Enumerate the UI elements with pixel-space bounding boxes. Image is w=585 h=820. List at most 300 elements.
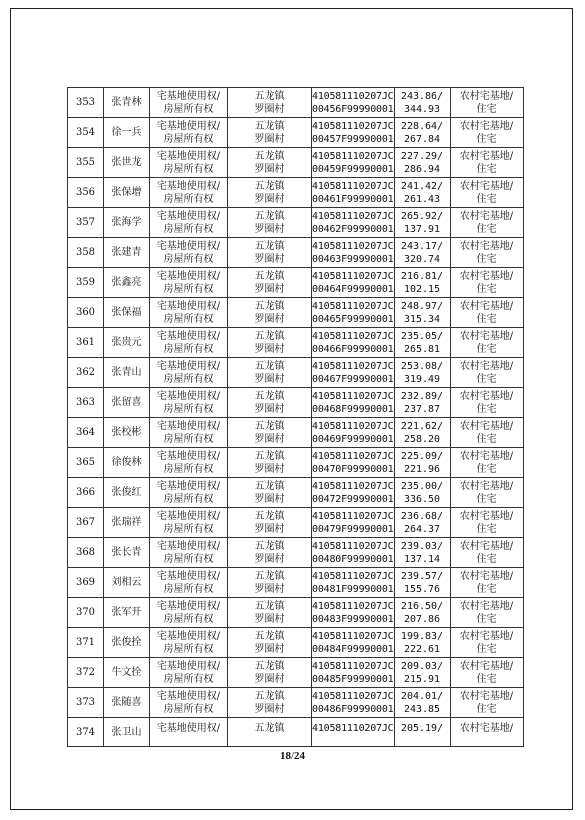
cell-location-line: 五龙镇	[254, 630, 285, 642]
cell-unit-code-line: 00463F99990001	[312, 253, 394, 265]
cell-location	[228, 538, 312, 568]
cell-location-line: 罗圈村	[254, 553, 285, 565]
cell-owner-name: 张青林	[104, 88, 150, 118]
cell-usage-line: 农村宅基地/	[459, 330, 514, 342]
cell-unit-code-line: 00480F99990001	[312, 553, 394, 565]
cell-owner-name: 牛文拴	[104, 658, 150, 688]
cell-location	[228, 298, 312, 328]
cell-usage	[450, 178, 523, 208]
cell-unit-code-line: 410581110207JC	[312, 330, 394, 342]
cell-location-line: 五龙镇	[254, 480, 285, 492]
cell-location-line: 罗圈村	[254, 283, 285, 295]
cell-usage-line: 住宅	[476, 283, 497, 295]
cell-usage-line: 农村宅基地/	[459, 360, 514, 372]
cell-usage-line: 农村宅基地/	[459, 510, 514, 522]
cell-unit-code-line: 410581110207JC	[312, 270, 394, 282]
cell-location	[228, 598, 312, 628]
cell-usage	[450, 118, 523, 148]
cell-number: 361	[68, 328, 104, 358]
cell-right-type	[150, 718, 228, 747]
cell-right-type	[150, 298, 228, 328]
cell-owner-name: 张俊红	[104, 478, 150, 508]
cell-location-line: 罗圈村	[254, 643, 285, 655]
cell-usage-line: 农村宅基地/	[459, 90, 514, 102]
cell-location	[228, 568, 312, 598]
cell-area	[394, 568, 450, 598]
cell-owner-name: 徐一兵	[104, 118, 150, 148]
cell-area	[394, 538, 450, 568]
cell-location-line: 五龙镇	[254, 600, 285, 612]
cell-area-line: 258.20	[403, 433, 441, 445]
table-row	[68, 208, 524, 238]
cell-location-line: 罗圈村	[254, 613, 285, 625]
cell-unit-code	[312, 538, 395, 568]
cell-area	[394, 328, 450, 358]
cell-right-type-line: 宅基地使用权/	[156, 90, 221, 102]
cell-location	[228, 238, 312, 268]
cell-area-line: 336.50	[403, 493, 441, 505]
table-row	[68, 688, 524, 718]
cell-right-type-line: 房屋所有权	[163, 553, 214, 565]
cell-right-type-line: 房屋所有权	[163, 373, 214, 385]
cell-unit-code-line: 410581110207JC	[312, 540, 394, 552]
cell-area-line: 319.49	[403, 373, 441, 385]
cell-usage-line: 住宅	[476, 463, 497, 475]
cell-right-type-line: 宅基地使用权/	[156, 480, 221, 492]
cell-right-type	[150, 538, 228, 568]
cell-unit-code-line: 410581110207JC	[312, 450, 394, 462]
cell-usage-line: 住宅	[476, 133, 497, 145]
cell-right-type	[150, 508, 228, 538]
cell-right-type	[150, 328, 228, 358]
cell-area-line: 155.76	[403, 583, 441, 595]
cell-unit-code-line: 410581110207JC	[312, 510, 394, 522]
cell-area	[394, 688, 450, 718]
cell-location	[228, 268, 312, 298]
cell-location-line: 罗圈村	[254, 403, 285, 415]
cell-right-type	[150, 88, 228, 118]
cell-usage-line: 住宅	[476, 583, 497, 595]
table-row	[68, 358, 524, 388]
cell-location	[228, 688, 312, 718]
cell-owner-name: 张青山	[104, 358, 150, 388]
cell-usage-line: 住宅	[476, 433, 497, 445]
cell-right-type-line: 房屋所有权	[163, 673, 214, 685]
cell-right-type-line: 宅基地使用权/	[156, 723, 221, 734]
cell-area-line: 102.15	[403, 283, 441, 295]
cell-location	[228, 178, 312, 208]
cell-usage	[450, 208, 523, 238]
cell-area-line: 243.85	[403, 703, 441, 715]
cell-unit-code-line: 410581110207JC	[312, 420, 394, 432]
cell-right-type-line: 宅基地使用权/	[156, 390, 221, 402]
cell-right-type	[150, 628, 228, 658]
cell-right-type-line: 房屋所有权	[163, 493, 214, 505]
table-row	[68, 268, 524, 298]
cell-owner-name: 张世龙	[104, 148, 150, 178]
cell-unit-code	[312, 478, 395, 508]
cell-area-line: 225.09/	[400, 450, 444, 462]
cell-usage	[450, 718, 523, 747]
cell-unit-code-line: 410581110207JC	[312, 210, 394, 222]
cell-location-line: 五龙镇	[254, 120, 285, 132]
cell-usage-line: 农村宅基地/	[459, 150, 514, 162]
cell-right-type-line: 宅基地使用权/	[156, 420, 221, 432]
cell-area-line: 243.86/	[400, 90, 444, 102]
cell-area	[394, 388, 450, 418]
cell-usage-line: 住宅	[476, 523, 497, 535]
cell-usage	[450, 148, 523, 178]
cell-usage-line: 农村宅基地/	[459, 420, 514, 432]
cell-area-line: 241.42/	[400, 180, 444, 192]
cell-area-line: 344.93	[403, 103, 441, 115]
cell-right-type	[150, 478, 228, 508]
cell-area-line: 205.19/	[400, 723, 444, 734]
cell-area-line: 227.29/	[400, 150, 444, 162]
cell-area-line: 207.86	[403, 613, 441, 625]
table-row	[68, 718, 524, 747]
cell-unit-code-line: 00479F99990001	[312, 523, 394, 535]
cell-unit-code-line: 410581110207JC	[312, 300, 394, 312]
cell-right-type-line: 房屋所有权	[163, 163, 214, 175]
cell-area-line: 216.81/	[400, 270, 444, 282]
cell-unit-code-line: 00465F99990001	[312, 313, 394, 325]
cell-unit-code-line: 00468F99990001	[312, 403, 394, 415]
cell-area-line: 264.37	[403, 523, 441, 535]
cell-area	[394, 118, 450, 148]
cell-location-line: 罗圈村	[254, 673, 285, 685]
cell-unit-code-line: 00469F99990001	[312, 433, 394, 445]
cell-owner-name: 张瑞祥	[104, 508, 150, 538]
cell-location-line: 罗圈村	[254, 253, 285, 265]
cell-unit-code-line: 410581110207JC	[312, 180, 394, 192]
cell-location-line: 罗圈村	[254, 493, 285, 505]
cell-usage-line: 住宅	[476, 613, 497, 625]
cell-usage-line: 住宅	[476, 103, 497, 115]
cell-location-line: 五龙镇	[254, 723, 285, 734]
cell-number: 372	[68, 658, 104, 688]
cell-usage-line: 住宅	[476, 193, 497, 205]
cell-number: 370	[68, 598, 104, 628]
cell-unit-code	[312, 658, 395, 688]
cell-unit-code	[312, 688, 395, 718]
cell-unit-code-line: 410581110207JC	[312, 570, 394, 582]
table-row	[68, 238, 524, 268]
page-current: 18	[279, 750, 291, 762]
cell-area-line: 265.81	[403, 343, 441, 355]
cell-right-type	[150, 178, 228, 208]
cell-location	[228, 388, 312, 418]
table-row	[68, 658, 524, 688]
cell-right-type-line: 宅基地使用权/	[156, 180, 221, 192]
cell-area-line: 253.08/	[400, 360, 444, 372]
cell-area	[394, 508, 450, 538]
cell-unit-code-line: 410581110207JC	[312, 360, 394, 372]
cell-unit-code	[312, 718, 395, 747]
cell-right-type-line: 房屋所有权	[163, 283, 214, 295]
cell-location-line: 五龙镇	[254, 510, 285, 522]
cell-right-type-line: 宅基地使用权/	[156, 240, 221, 252]
cell-usage	[450, 658, 523, 688]
cell-location	[228, 628, 312, 658]
cell-right-type	[150, 448, 228, 478]
cell-number: 356	[68, 178, 104, 208]
cell-owner-name: 张贵元	[104, 328, 150, 358]
table-row	[68, 538, 524, 568]
cell-usage-line: 农村宅基地/	[459, 210, 514, 222]
cell-right-type-line: 宅基地使用权/	[156, 510, 221, 522]
cell-unit-code-line: 00461F99990001	[312, 193, 394, 205]
cell-usage-line: 农村宅基地/	[459, 690, 514, 702]
cell-right-type	[150, 208, 228, 238]
cell-right-type-line: 宅基地使用权/	[156, 120, 221, 132]
cell-location-line: 五龙镇	[254, 330, 285, 342]
cell-location-line: 五龙镇	[254, 150, 285, 162]
cell-unit-code-line: 410581110207JC	[312, 630, 394, 642]
cell-location-line: 罗圈村	[254, 523, 285, 535]
cell-location	[228, 88, 312, 118]
cell-number: 362	[68, 358, 104, 388]
cell-area	[394, 358, 450, 388]
cell-location-line: 罗圈村	[254, 103, 285, 115]
cell-area-line: 248.97/	[400, 300, 444, 312]
cell-right-type-line: 宅基地使用权/	[156, 630, 221, 642]
cell-right-type-line: 宅基地使用权/	[156, 150, 221, 162]
cell-area	[394, 628, 450, 658]
cell-right-type-line: 房屋所有权	[163, 103, 214, 115]
table-row	[68, 118, 524, 148]
cell-location	[228, 508, 312, 538]
cell-usage	[450, 538, 523, 568]
table-row	[68, 478, 524, 508]
cell-usage-line: 住宅	[476, 313, 497, 325]
table-row	[68, 88, 524, 118]
cell-unit-code-line: 00483F99990001	[312, 613, 394, 625]
cell-usage-line: 住宅	[476, 253, 497, 265]
cell-area	[394, 418, 450, 448]
cell-right-type-line: 宅基地使用权/	[156, 300, 221, 312]
cell-number: 357	[68, 208, 104, 238]
cell-unit-code-line: 410581110207JC	[312, 240, 394, 252]
cell-location-line: 罗圈村	[254, 163, 285, 175]
cell-location	[228, 478, 312, 508]
table-row	[68, 568, 524, 598]
cell-right-type	[150, 268, 228, 298]
cell-usage-line: 住宅	[476, 373, 497, 385]
cell-usage	[450, 688, 523, 718]
cell-location-line: 罗圈村	[254, 703, 285, 715]
cell-owner-name: 张海学	[104, 208, 150, 238]
cell-usage-line: 农村宅基地/	[459, 723, 514, 734]
cell-location-line: 罗圈村	[254, 313, 285, 325]
table-row	[68, 448, 524, 478]
cell-location-line: 五龙镇	[254, 570, 285, 582]
cell-unit-code	[312, 298, 395, 328]
cell-usage-line: 农村宅基地/	[459, 300, 514, 312]
table-row	[68, 148, 524, 178]
cell-owner-name: 徐俊林	[104, 448, 150, 478]
cell-unit-code-line: 00486F99990001	[312, 703, 394, 715]
cell-owner-name: 张留喜	[104, 388, 150, 418]
cell-right-type-line: 宅基地使用权/	[156, 540, 221, 552]
cell-area-line: 261.43	[403, 193, 441, 205]
cell-unit-code-line: 410581110207JC	[312, 600, 394, 612]
cell-unit-code-line: 00457F99990001	[312, 133, 394, 145]
cell-number: 359	[68, 268, 104, 298]
cell-unit-code	[312, 118, 395, 148]
cell-area-line: 221.96	[403, 463, 441, 475]
cell-unit-code-line: 00456F99990001	[312, 103, 394, 115]
cell-area-line: 228.64/	[400, 120, 444, 132]
cell-usage	[450, 328, 523, 358]
cell-number: 360	[68, 298, 104, 328]
cell-right-type-line: 宅基地使用权/	[156, 690, 221, 702]
cell-unit-code-line: 410581110207JC	[312, 480, 394, 492]
cell-area	[394, 238, 450, 268]
cell-location-line: 五龙镇	[254, 300, 285, 312]
cell-owner-name: 张保福	[104, 298, 150, 328]
cell-usage-line: 农村宅基地/	[459, 180, 514, 192]
cell-unit-code-line: 410581110207JC	[312, 90, 394, 102]
cell-usage-line: 农村宅基地/	[459, 660, 514, 672]
registration-table	[67, 87, 524, 747]
cell-area	[394, 478, 450, 508]
cell-unit-code	[312, 598, 395, 628]
cell-unit-code	[312, 178, 395, 208]
cell-usage-line: 住宅	[476, 703, 497, 715]
cell-usage	[450, 238, 523, 268]
cell-right-type	[150, 388, 228, 418]
cell-area-line: 320.74	[403, 253, 441, 265]
cell-area-line: 239.03/	[400, 540, 444, 552]
cell-area	[394, 148, 450, 178]
cell-unit-code-line: 410581110207JC	[312, 660, 394, 672]
cell-area-line: 286.94	[403, 163, 441, 175]
cell-location-line: 五龙镇	[254, 690, 285, 702]
cell-right-type	[150, 238, 228, 268]
cell-area	[394, 718, 450, 747]
cell-right-type-line: 宅基地使用权/	[156, 450, 221, 462]
table-row	[68, 298, 524, 328]
cell-number: 373	[68, 688, 104, 718]
cell-location-line: 罗圈村	[254, 373, 285, 385]
page-separator: /	[290, 750, 295, 762]
cell-area-line: 236.68/	[400, 510, 444, 522]
cell-right-type-line: 宅基地使用权/	[156, 570, 221, 582]
cell-unit-code-line: 00466F99990001	[312, 343, 394, 355]
page-number	[11, 750, 574, 762]
cell-unit-code-line: 410581110207JC	[312, 120, 394, 132]
cell-location-line: 罗圈村	[254, 463, 285, 475]
cell-usage-line: 住宅	[476, 163, 497, 175]
cell-right-type-line: 房屋所有权	[163, 583, 214, 595]
cell-unit-code-line: 00462F99990001	[312, 223, 394, 235]
cell-unit-code	[312, 208, 395, 238]
cell-usage-line: 住宅	[476, 343, 497, 355]
cell-unit-code-line: 00464F99990001	[312, 283, 394, 295]
cell-area-line: 237.87	[403, 403, 441, 415]
cell-right-type-line: 房屋所有权	[163, 193, 214, 205]
cell-usage-line: 农村宅基地/	[459, 480, 514, 492]
cell-unit-code	[312, 508, 395, 538]
cell-right-type-line: 宅基地使用权/	[156, 360, 221, 372]
cell-area-line: 209.03/	[400, 660, 444, 672]
cell-area	[394, 598, 450, 628]
cell-usage	[450, 598, 523, 628]
cell-number: 374	[68, 718, 104, 747]
cell-area-line: 222.61	[403, 643, 441, 655]
cell-unit-code	[312, 448, 395, 478]
cell-usage	[450, 388, 523, 418]
cell-unit-code-line: 00467F99990001	[312, 373, 394, 385]
cell-unit-code	[312, 328, 395, 358]
cell-usage	[450, 358, 523, 388]
cell-location	[228, 718, 312, 747]
cell-usage-line: 农村宅基地/	[459, 630, 514, 642]
cell-number: 353	[68, 88, 104, 118]
cell-area-line: 243.17/	[400, 240, 444, 252]
cell-location-line: 五龙镇	[254, 210, 285, 222]
cell-location-line: 五龙镇	[254, 180, 285, 192]
cell-usage-line: 农村宅基地/	[459, 540, 514, 552]
cell-unit-code	[312, 358, 395, 388]
cell-number: 354	[68, 118, 104, 148]
cell-usage-line: 农村宅基地/	[459, 570, 514, 582]
cell-location-line: 五龙镇	[254, 390, 285, 402]
table-body	[68, 88, 524, 747]
cell-usage	[450, 448, 523, 478]
cell-unit-code-line: 410581110207JC	[312, 690, 394, 702]
cell-location-line: 罗圈村	[254, 193, 285, 205]
cell-unit-code	[312, 238, 395, 268]
cell-right-type	[150, 358, 228, 388]
cell-right-type-line: 房屋所有权	[163, 613, 214, 625]
cell-usage-line: 住宅	[476, 673, 497, 685]
cell-area	[394, 208, 450, 238]
cell-right-type	[150, 418, 228, 448]
cell-area-line: 215.91	[403, 673, 441, 685]
table-row	[68, 388, 524, 418]
cell-usage	[450, 418, 523, 448]
cell-right-type	[150, 118, 228, 148]
cell-right-type-line: 宅基地使用权/	[156, 270, 221, 282]
cell-number: 371	[68, 628, 104, 658]
cell-unit-code	[312, 88, 395, 118]
cell-location	[228, 118, 312, 148]
cell-right-type-line: 房屋所有权	[163, 253, 214, 265]
cell-location-line: 五龙镇	[254, 660, 285, 672]
table-row	[68, 598, 524, 628]
cell-owner-name: 张鑫亮	[104, 268, 150, 298]
cell-usage-line: 农村宅基地/	[459, 270, 514, 282]
cell-number: 355	[68, 148, 104, 178]
cell-unit-code-line: 00472F99990001	[312, 493, 394, 505]
cell-right-type	[150, 568, 228, 598]
cell-owner-name: 张建青	[104, 238, 150, 268]
cell-usage-line: 住宅	[476, 553, 497, 565]
cell-area	[394, 298, 450, 328]
cell-owner-name: 刘相云	[104, 568, 150, 598]
cell-number: 365	[68, 448, 104, 478]
cell-unit-code-line: 410581110207JC	[312, 150, 394, 162]
cell-usage-line: 农村宅基地/	[459, 600, 514, 612]
cell-location	[228, 208, 312, 238]
cell-number: 368	[68, 538, 104, 568]
cell-location-line: 罗圈村	[254, 133, 285, 145]
cell-location	[228, 328, 312, 358]
cell-usage-line: 住宅	[476, 223, 497, 235]
cell-right-type-line: 宅基地使用权/	[156, 330, 221, 342]
